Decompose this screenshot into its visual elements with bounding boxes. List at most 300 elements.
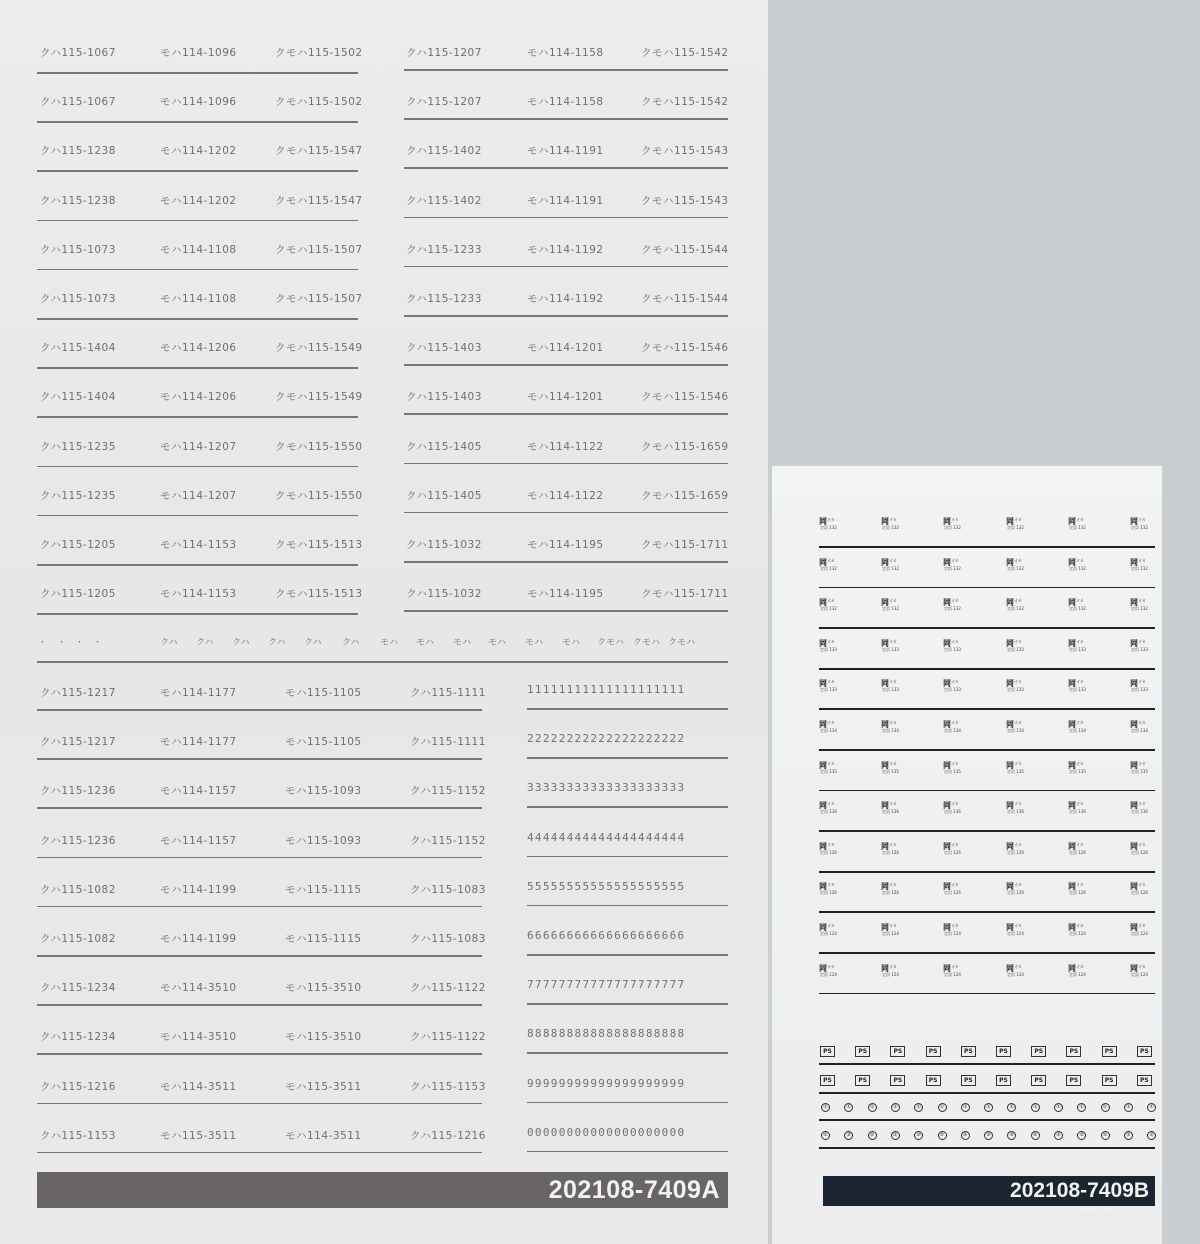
capacity-plate: [881, 597, 899, 611]
kana-mark: ・: [75, 638, 85, 648]
circle-mark: ②: [1007, 1131, 1016, 1140]
plate-sub: オカ: [1076, 760, 1084, 766]
circle-mark: ①: [984, 1103, 993, 1112]
plate-sub: オカ: [1076, 720, 1084, 725]
capacity-plate: [1006, 760, 1024, 774]
digit-strip: 22222222222222222222: [527, 732, 686, 746]
capacity-plate: [1130, 678, 1148, 692]
plate-kanji: 岡: [1068, 882, 1076, 892]
divider-line: [527, 1052, 728, 1054]
plate-number: 定員 126: [944, 890, 961, 896]
plate-number: 定員 124: [1007, 971, 1024, 977]
capacity-plate: [881, 516, 899, 530]
circle-mark: ②: [868, 1131, 877, 1140]
capacity-plate: [819, 557, 837, 571]
divider-line: [37, 170, 358, 172]
plate-number: 定員 136: [1069, 809, 1086, 815]
divider-line: [527, 806, 728, 808]
plate-number: 定員 132: [820, 565, 837, 571]
digit-strip: 77777777777777777777: [527, 978, 686, 992]
capacity-plate: [1130, 638, 1148, 652]
capacity-plate: [819, 597, 837, 611]
plate-sub: オカ: [1138, 923, 1146, 928]
car-number: モハ114-1206: [160, 391, 237, 404]
circle-mark: ②: [1101, 1131, 1110, 1140]
plate-kanji: 岡: [1068, 638, 1076, 648]
plate-sub: オカ: [1014, 923, 1022, 928]
plate-kanji: 岡: [1130, 679, 1138, 689]
capacity-plate: [1006, 922, 1024, 936]
car-number: クハ115-1111: [410, 736, 486, 749]
capacity-plate: [1068, 678, 1086, 692]
plate-sub: オカ: [1014, 882, 1022, 888]
plate-kanji: 岡: [1130, 923, 1138, 932]
ps-mark: PS: [996, 1075, 1011, 1086]
plate-kanji: 岡: [819, 760, 827, 770]
plate-kanji: 岡: [1068, 517, 1076, 526]
circle-mark: ①: [868, 1103, 877, 1112]
plate-kanji: 岡: [819, 598, 827, 608]
ps-mark: PS: [1137, 1046, 1152, 1057]
divider-line: [37, 758, 482, 760]
plate-kanji: 岡: [1068, 598, 1076, 608]
ps-mark: PS: [1066, 1075, 1081, 1086]
plate-number: 定員 132: [1131, 606, 1148, 612]
capacity-plate: [1130, 800, 1148, 814]
plate-sub: オカ: [951, 517, 959, 522]
car-number: クモハ115-1547: [275, 194, 363, 207]
car-number: モハ114-1202: [160, 194, 237, 207]
divider-line: [404, 315, 728, 317]
plate-sub: オカ: [1076, 923, 1084, 928]
plate-number: 定員 133: [944, 687, 961, 693]
divider-line: [819, 871, 1155, 873]
plate-kanji: 岡: [1068, 801, 1076, 811]
plate-sub: オカ: [889, 801, 897, 807]
plate-sub: オカ: [1076, 841, 1084, 847]
plate-kanji: 岡: [881, 882, 889, 892]
car-number: クハ115-1153: [410, 1080, 486, 1093]
plate-number: 定員 133: [882, 687, 899, 693]
plate-kanji: 岡: [881, 923, 889, 932]
ps-mark: PS: [1066, 1046, 1081, 1057]
capacity-plate: [1130, 516, 1148, 530]
kana-mark: モハ: [453, 638, 472, 648]
kana-mark: クモハ: [668, 638, 696, 648]
digit-strip: 33333333333333333333: [527, 781, 686, 795]
car-number: クハ115-1153: [40, 1129, 116, 1142]
car-number: モハ115-1093: [285, 785, 362, 798]
divider-line: [819, 749, 1155, 751]
car-number: クハ115-1122: [410, 982, 486, 995]
plate-sub: オカ: [889, 841, 897, 847]
car-number: モハ114-3511: [160, 1080, 237, 1093]
car-number: クハ115-1236: [40, 834, 116, 847]
plate-number: 定員 136: [882, 809, 899, 815]
capacity-plate: [881, 841, 899, 855]
plate-kanji: 岡: [1068, 557, 1076, 567]
digit-strip: 88888888888888888888: [527, 1027, 686, 1041]
plate-sub: オカ: [827, 760, 835, 766]
circle-mark: ①: [1147, 1103, 1156, 1112]
car-number: モハ114-1201: [527, 391, 604, 404]
plate-kanji: 岡: [943, 679, 951, 689]
plate-sub: オカ: [1138, 801, 1146, 807]
plate-number: 定員 132: [882, 525, 899, 530]
capacity-plate: [1006, 963, 1024, 977]
plate-kanji: 岡: [1006, 517, 1014, 526]
digit-strip: 55555555555555555555: [527, 879, 686, 893]
divider-line: [819, 1119, 1155, 1121]
capacity-plate: [1006, 719, 1024, 733]
divider-line: [527, 1151, 728, 1153]
capacity-plate: [1006, 516, 1024, 530]
car-number: モハ114-1207: [160, 440, 237, 453]
capacity-plate: [1068, 760, 1086, 774]
capacity-plate: [881, 963, 899, 977]
capacity-plate: [1006, 881, 1024, 895]
plate-number: 定員 136: [820, 809, 837, 815]
ps-mark: PS: [820, 1075, 835, 1086]
divider-line: [404, 217, 728, 219]
plate-number: 定員 134: [944, 728, 961, 733]
plate-number: 定員 136: [1131, 809, 1148, 815]
plate-sub: オカ: [1138, 679, 1146, 685]
ps-mark: PS: [1137, 1075, 1152, 1086]
capacity-plate: [819, 516, 837, 530]
divider-line: [527, 1102, 728, 1104]
divider-line: [819, 952, 1155, 954]
plate-sub: オカ: [951, 923, 959, 928]
plate-kanji: 岡: [819, 638, 827, 648]
car-number: クハ115-1032: [406, 539, 482, 551]
car-number: モハ114-1191: [527, 145, 604, 158]
capacity-plate: [943, 557, 961, 571]
capacity-plate: [1068, 800, 1086, 814]
car-number: クモハ115-1659: [641, 489, 729, 502]
capacity-plate: [819, 638, 837, 652]
circle-mark: ②: [938, 1131, 947, 1140]
plate-number: 定員 132: [944, 606, 961, 612]
plate-number: 定員 134: [820, 728, 837, 733]
plate-sub: オカ: [1014, 720, 1022, 725]
plate-number: 定員 134: [1131, 728, 1148, 733]
divider-line: [37, 72, 358, 74]
kana-mark: クモハ: [633, 638, 661, 648]
plate-number: 定員 133: [882, 646, 899, 652]
car-number: モハ114-1108: [160, 243, 237, 256]
car-number: クハ115-1235: [40, 489, 116, 502]
plate-sub: オカ: [827, 963, 835, 969]
plate-number: 定員 133: [944, 646, 961, 652]
plate-sub: オカ: [889, 963, 897, 969]
car-number: クモハ115-1544: [641, 243, 729, 256]
car-number: クモハ115-1546: [641, 342, 729, 355]
kana-mark: クハ: [342, 638, 360, 648]
plate-number: 定員 132: [1131, 565, 1148, 571]
plate-kanji: 岡: [881, 679, 889, 689]
circle-mark: ②: [961, 1131, 970, 1140]
capacity-plate: [943, 516, 961, 530]
car-number: クハ115-1402: [406, 145, 482, 158]
car-number: クハ115-1238: [40, 145, 116, 158]
plate-sub: オカ: [951, 679, 959, 685]
circle-mark: ①: [1007, 1103, 1016, 1112]
divider-line: [819, 993, 1155, 995]
plate-number: 定員 124: [944, 931, 961, 936]
plate-kanji: 岡: [943, 720, 951, 729]
car-number: クハ115-1403: [406, 342, 482, 355]
divider-line: [819, 1063, 1155, 1065]
plate-sub: オカ: [889, 760, 897, 766]
circle-mark: ①: [914, 1103, 923, 1112]
plate-sub: オカ: [1138, 760, 1146, 766]
plate-sub: オカ: [1076, 557, 1084, 563]
plate-number: 定員 126: [820, 890, 837, 896]
divider-line: [404, 364, 728, 366]
capacity-plate: [819, 881, 837, 895]
divider-line: [527, 1003, 728, 1005]
car-number: クモハ115-1543: [641, 194, 729, 207]
plate-number: 定員 132: [1069, 606, 1086, 612]
kana-mark: ・: [93, 638, 103, 648]
capacity-plate: [1006, 597, 1024, 611]
car-number: クモハ115-1507: [275, 293, 363, 305]
car-number: モハ115-1105: [285, 687, 362, 699]
digit-strip: 11111111111111111111: [527, 683, 686, 696]
capacity-plate: [1006, 678, 1024, 692]
plate-sub: オカ: [1138, 598, 1146, 604]
car-number: モハ114-1177: [160, 736, 237, 749]
circle-mark: ②: [1077, 1131, 1086, 1140]
car-number: モハ114-1192: [527, 293, 604, 305]
capacity-plate: [881, 800, 899, 814]
divider-line: [37, 906, 482, 908]
plate-sub: オカ: [951, 720, 959, 725]
plate-sub: オカ: [1014, 963, 1022, 969]
divider-line: [404, 69, 728, 71]
divider-line: [819, 668, 1155, 670]
car-number: クハ115-1404: [40, 342, 116, 355]
plate-kanji: 岡: [943, 760, 951, 770]
car-number: クモハ115-1542: [641, 47, 729, 59]
capacity-plate: [1068, 597, 1086, 611]
car-number: モハ114-1192: [527, 243, 604, 256]
ps-mark: PS: [820, 1046, 835, 1057]
ps-mark: PS: [961, 1046, 976, 1057]
plate-number: 定員 133: [1131, 646, 1148, 652]
ps-mark: PS: [926, 1046, 941, 1057]
divider-line: [819, 587, 1155, 589]
plate-sub: オカ: [951, 598, 959, 604]
car-number: クモハ115-1547: [275, 145, 363, 158]
plate-sub: オカ: [951, 801, 959, 807]
circle-mark: ②: [1147, 1131, 1156, 1140]
plate-kanji: 岡: [819, 801, 827, 811]
plate-sub: オカ: [951, 841, 959, 847]
car-number: クハ115-1405: [406, 489, 482, 502]
plate-sub: オカ: [951, 963, 959, 969]
plate-number: 定員 124: [1131, 971, 1148, 977]
ps-mark: PS: [890, 1075, 905, 1086]
car-number: モハ114-1199: [160, 933, 237, 945]
car-number: モハ114-1157: [160, 785, 237, 798]
plate-kanji: 岡: [1130, 760, 1138, 770]
capacity-plate: [943, 841, 961, 855]
plate-sub: オカ: [827, 720, 835, 725]
plate-number: 定員 124: [820, 931, 837, 936]
plate-sub: オカ: [827, 882, 835, 888]
kana-mark: モハ: [488, 638, 507, 648]
car-number: クハ115-1217: [40, 687, 116, 699]
plate-kanji: 岡: [943, 963, 951, 973]
plate-sub: オカ: [1138, 517, 1146, 522]
plate-sub: オカ: [951, 638, 959, 644]
car-number: モハ114-1158: [527, 47, 604, 59]
plate-kanji: 岡: [1068, 963, 1076, 973]
car-number: モハ114-3510: [160, 982, 237, 995]
car-number: クハ115-1233: [406, 243, 482, 256]
capacity-plate: [943, 719, 961, 733]
plate-kanji: 岡: [881, 638, 889, 648]
car-number: モハ114-1202: [160, 145, 237, 158]
car-number: クモハ115-1543: [641, 145, 729, 158]
divider-line: [37, 220, 358, 222]
circle-mark: ①: [1031, 1103, 1040, 1112]
ps-mark: PS: [996, 1046, 1011, 1057]
plate-number: 定員 124: [1069, 931, 1086, 936]
car-number: モハ115-3510: [285, 982, 362, 995]
car-number: モハ115-1093: [285, 834, 362, 847]
car-number: クハ115-1405: [406, 440, 482, 453]
kana-mark: モハ: [380, 638, 399, 648]
circle-mark: ②: [1054, 1131, 1063, 1140]
divider-line: [819, 911, 1155, 913]
plate-kanji: 岡: [1068, 841, 1076, 851]
circle-mark: ①: [1077, 1103, 1086, 1112]
plate-sub: オカ: [1138, 720, 1146, 725]
car-number: クモハ115-1502: [275, 47, 363, 59]
car-number: モハ114-1201: [527, 342, 604, 355]
plate-sub: オカ: [1014, 760, 1022, 766]
capacity-plate: [819, 719, 837, 733]
plate-kanji: 岡: [819, 517, 827, 526]
capacity-plate: [819, 678, 837, 692]
divider-line: [37, 1152, 482, 1154]
car-number: クハ115-1073: [40, 243, 116, 256]
divider-line: [527, 757, 728, 759]
plate-sub: オカ: [1076, 882, 1084, 888]
capacity-plate: [943, 597, 961, 611]
plate-sub: オカ: [827, 638, 835, 644]
plate-sub: オカ: [1138, 638, 1146, 644]
plate-kanji: 岡: [881, 720, 889, 729]
plate-number: 定員 134: [1007, 728, 1024, 733]
plate-sub: オカ: [889, 598, 897, 604]
divider-line: [37, 709, 482, 711]
car-number: モハ114-1177: [160, 687, 237, 699]
plate-sub: オカ: [951, 760, 959, 766]
divider-line: [37, 466, 358, 468]
plate-sub: オカ: [827, 598, 835, 604]
plate-number: 定員 134: [1069, 728, 1086, 733]
car-number: クハ115-1152: [410, 834, 486, 847]
plate-number: 定員 132: [1069, 565, 1086, 571]
circle-mark: ①: [1054, 1103, 1063, 1112]
plate-number: 定員 132: [820, 525, 837, 530]
plate-sub: オカ: [1138, 882, 1146, 888]
car-number: モハ114-3511: [285, 1129, 362, 1142]
circle-mark: ①: [961, 1103, 970, 1112]
capacity-plate: [943, 760, 961, 774]
capacity-plate: [1068, 881, 1086, 895]
capacity-plate: [819, 760, 837, 774]
capacity-plate: [881, 678, 899, 692]
car-number: クハ115-1235: [40, 440, 116, 453]
divider-line: [819, 546, 1155, 548]
plate-number: 定員 136: [944, 809, 961, 815]
ps-mark: PS: [1102, 1075, 1117, 1086]
plate-sub: オカ: [1014, 841, 1022, 847]
plate-kanji: 岡: [1006, 598, 1014, 608]
plate-kanji: 岡: [1130, 638, 1138, 648]
watermark: www.imon.co.jp: [1070, 1208, 1158, 1222]
ps-mark: PS: [890, 1046, 905, 1057]
plate-kanji: 岡: [1130, 841, 1138, 851]
plate-kanji: 岡: [943, 882, 951, 892]
car-number: クモハ115-1711: [641, 539, 729, 551]
plate-kanji: 岡: [1130, 517, 1138, 526]
circle-mark: ②: [914, 1131, 923, 1140]
plate-kanji: 岡: [1130, 882, 1138, 892]
car-number: クモハ115-1513: [275, 588, 363, 601]
digit-strip: 44444444444444444444: [527, 830, 686, 844]
plate-sub: オカ: [1014, 517, 1022, 522]
plate-kanji: 岡: [943, 923, 951, 932]
car-number: クハ115-1122: [410, 1031, 486, 1044]
car-number: モハ115-3511: [160, 1129, 237, 1142]
car-number: クモハ115-1513: [275, 539, 363, 551]
plate-sub: オカ: [1076, 963, 1084, 969]
car-number: クハ115-1216: [40, 1080, 116, 1093]
circle-mark: ②: [984, 1131, 993, 1140]
plate-sub: オカ: [951, 882, 959, 888]
divider-line: [37, 857, 482, 859]
car-number: クハ115-1216: [410, 1129, 486, 1142]
decal-sheet-b: [772, 466, 1162, 1244]
capacity-plate: [1130, 597, 1148, 611]
plate-number: 定員 135: [820, 768, 837, 774]
car-number: モハ115-1115: [285, 933, 362, 945]
plate-kanji: 岡: [1006, 923, 1014, 932]
car-number: クモハ115-1507: [275, 243, 363, 256]
plate-sub: オカ: [1014, 801, 1022, 807]
divider-line: [404, 266, 728, 268]
plate-kanji: 岡: [819, 557, 827, 567]
capacity-plate: [943, 881, 961, 895]
car-number: クモハ115-1544: [641, 293, 729, 305]
capacity-plate: [1006, 638, 1024, 652]
car-number: クハ115-1073: [40, 293, 116, 305]
plate-sub: オカ: [827, 679, 835, 685]
plate-kanji: 岡: [1068, 679, 1076, 689]
plate-number: 定員 124: [882, 971, 899, 977]
plate-number: 定員 133: [1069, 687, 1086, 693]
plate-sub: オカ: [889, 882, 897, 888]
plate-kanji: 岡: [1006, 963, 1014, 973]
plate-number: 定員 133: [1131, 687, 1148, 693]
car-number: クハ115-1082: [40, 883, 116, 896]
